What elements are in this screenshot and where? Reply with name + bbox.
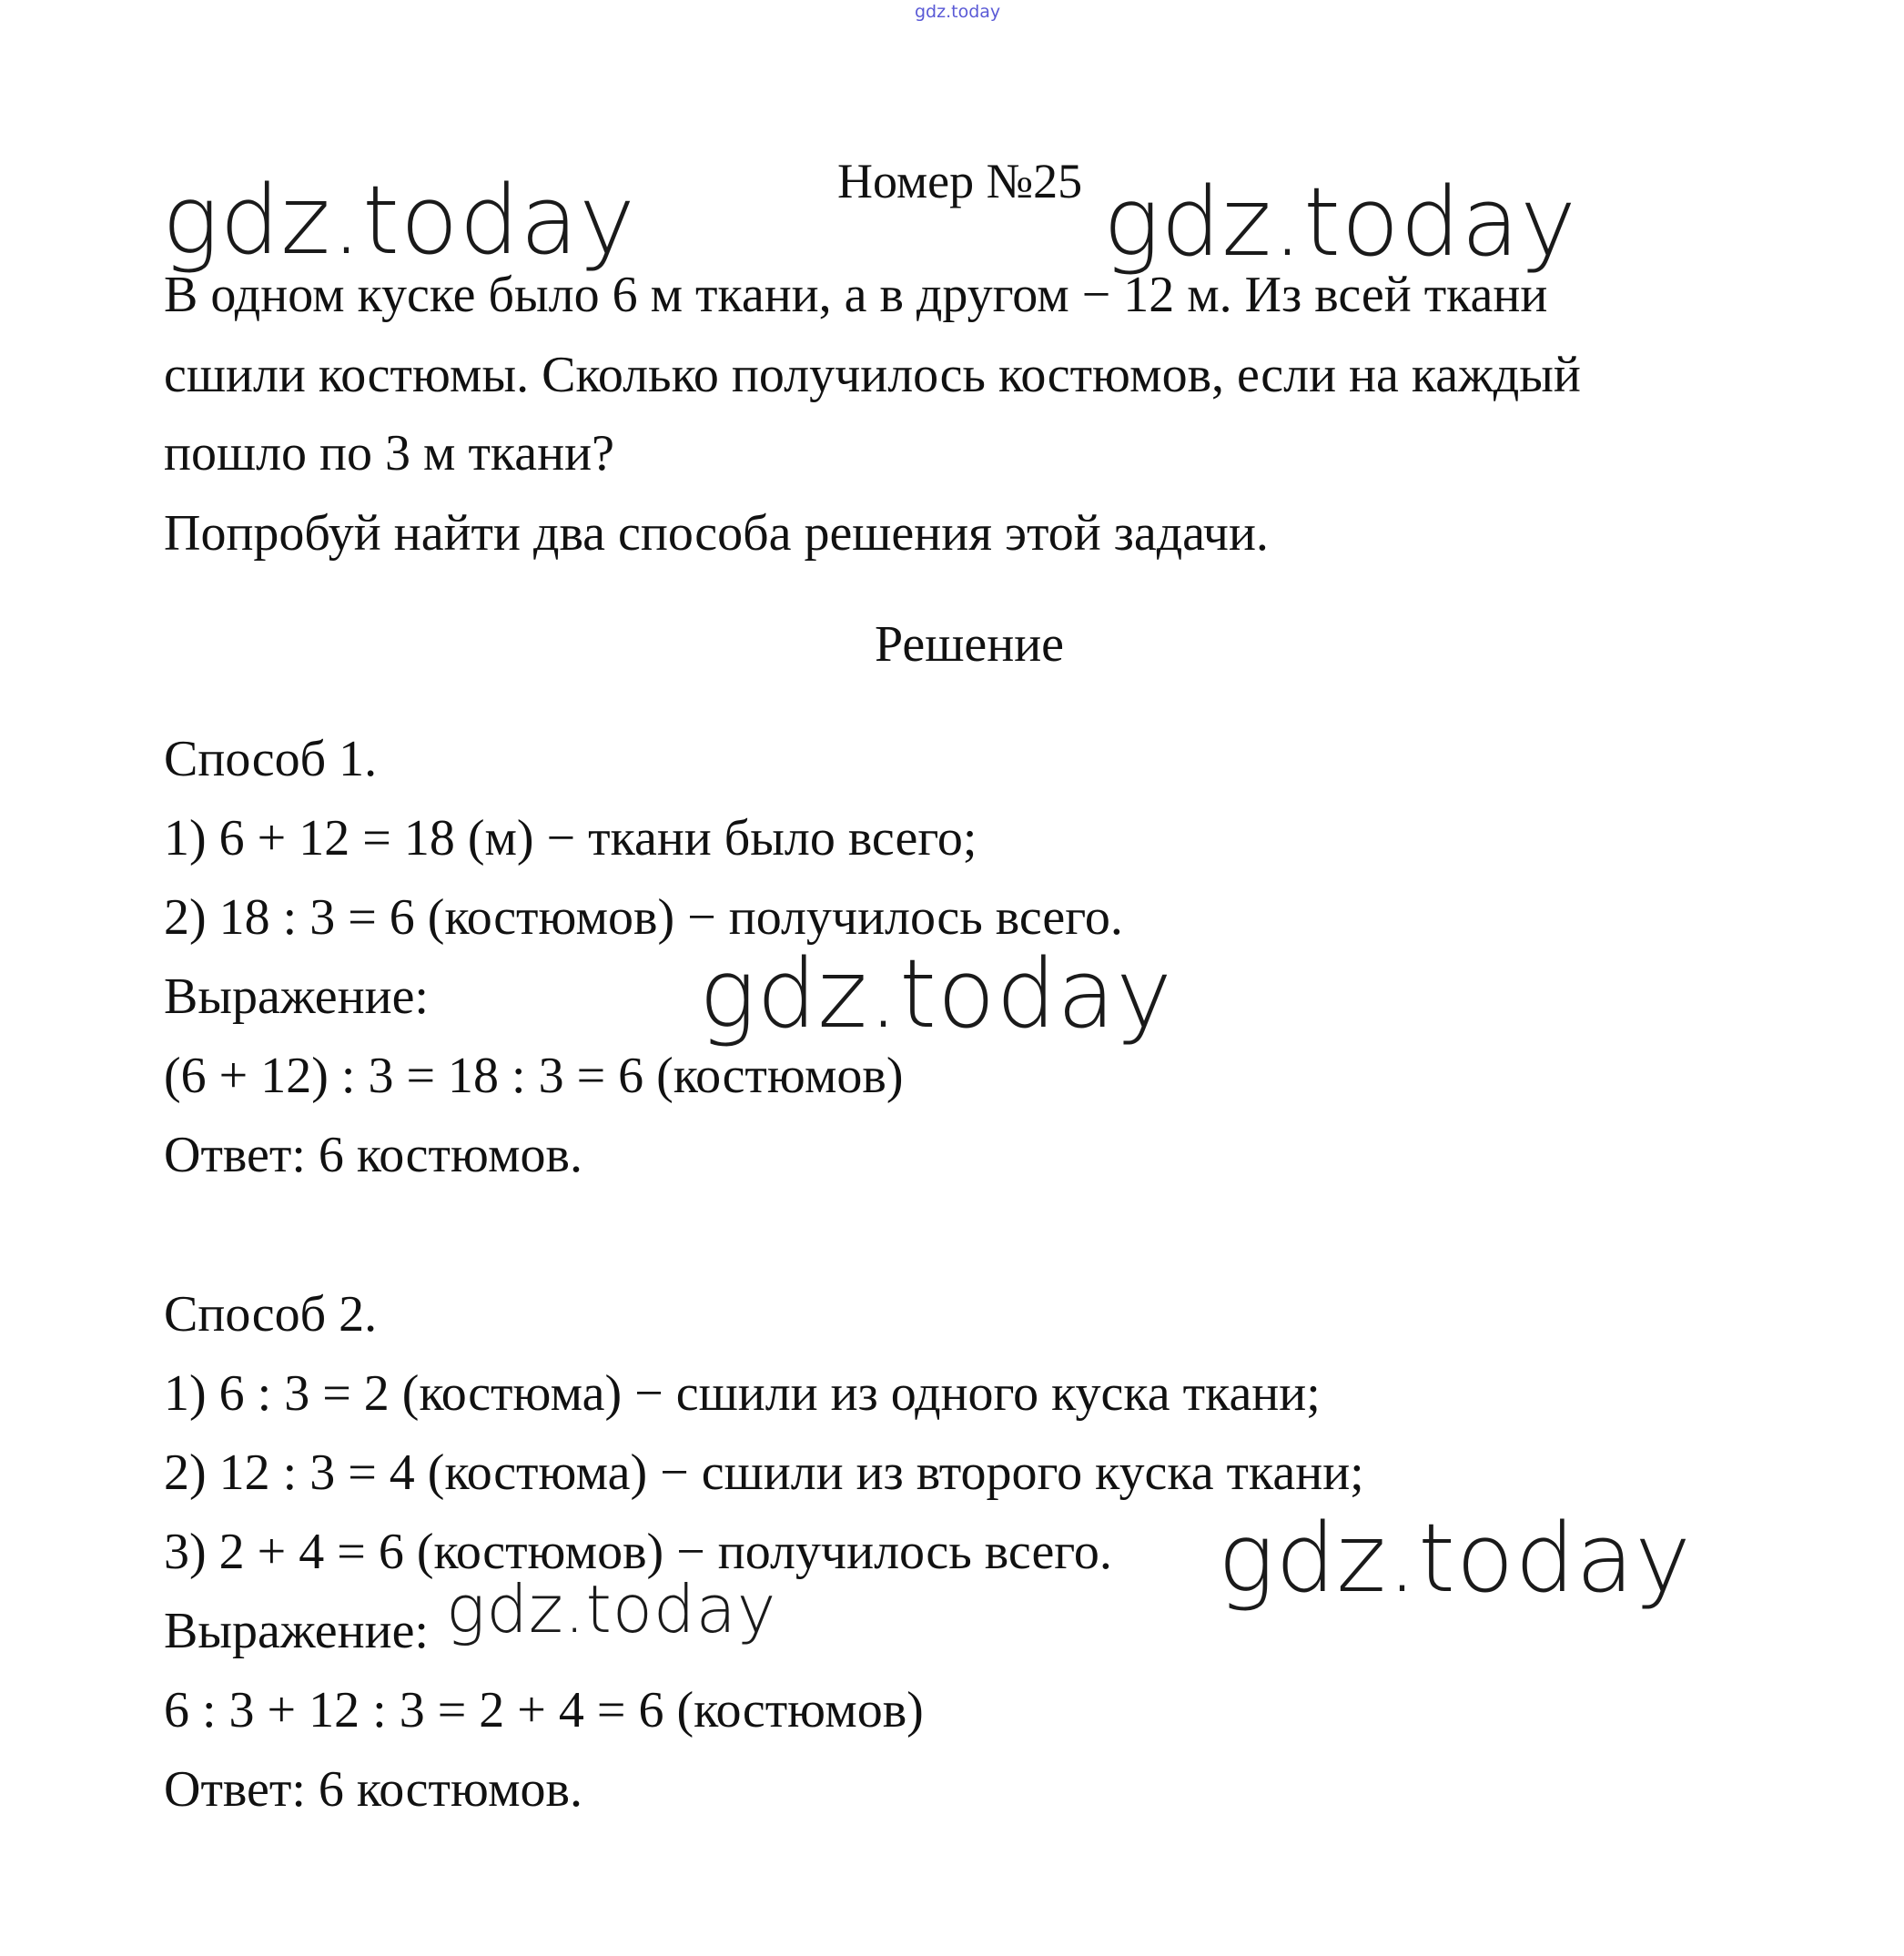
problem-line-3: пошло по 3 м ткани? [164, 425, 614, 481]
problem-line-1: В одном куске было 6 м ткани, а в другом − 12 м. Из всей ткани [164, 267, 1548, 323]
watermark-small-top: gdz.today [915, 2, 1001, 22]
method2-step3: 3) 2 + 4 = 6 (костюмов) − получилось всего. [164, 1524, 1112, 1580]
method2-step2: 2) 12 : 3 = 4 (костюма) − сшили из второго куска ткани; [164, 1444, 1364, 1501]
problem-line-4: Попробуй найти два способа решения этой задачи. [164, 505, 1269, 562]
method2-step1: 1) 6 : 3 = 2 (костюма) − сшили из одного куска ткани; [164, 1365, 1321, 1422]
method1-expression-label: Выражение: [164, 968, 429, 1025]
page-title: Номер №25 [837, 154, 1083, 208]
solution-heading: Решение [874, 616, 1065, 673]
watermark-5: gdz.today [446, 1571, 777, 1647]
method1-expression: (6 + 12) : 3 = 18 : 3 = 6 (костюмов) [164, 1048, 904, 1104]
watermark-4: gdz.today [1218, 1503, 1692, 1614]
watermark-3: gdz.today [699, 938, 1173, 1049]
problem-line-2: сшили костюмы. Сколько получилось костюмов, если на каждый [164, 347, 1581, 403]
watermark-2: gdz.today [1103, 167, 1577, 278]
method1-step1: 1) 6 + 12 = 18 (м) − ткани было всего; [164, 810, 977, 867]
method1-answer: Ответ: 6 костюмов. [164, 1127, 582, 1183]
method2-label: Способ 2. [164, 1286, 378, 1343]
method2-answer: Ответ: 6 костюмов. [164, 1761, 582, 1818]
method1-step2: 2) 18 : 3 = 6 (костюмов) − получилось всего. [164, 889, 1123, 946]
method2-expression-label: Выражение: [164, 1603, 429, 1659]
method1-label: Способ 1. [164, 731, 378, 787]
watermark-1: gdz.today [162, 165, 636, 276]
method2-expression: 6 : 3 + 12 : 3 = 2 + 4 = 6 (костюмов) [164, 1682, 924, 1738]
